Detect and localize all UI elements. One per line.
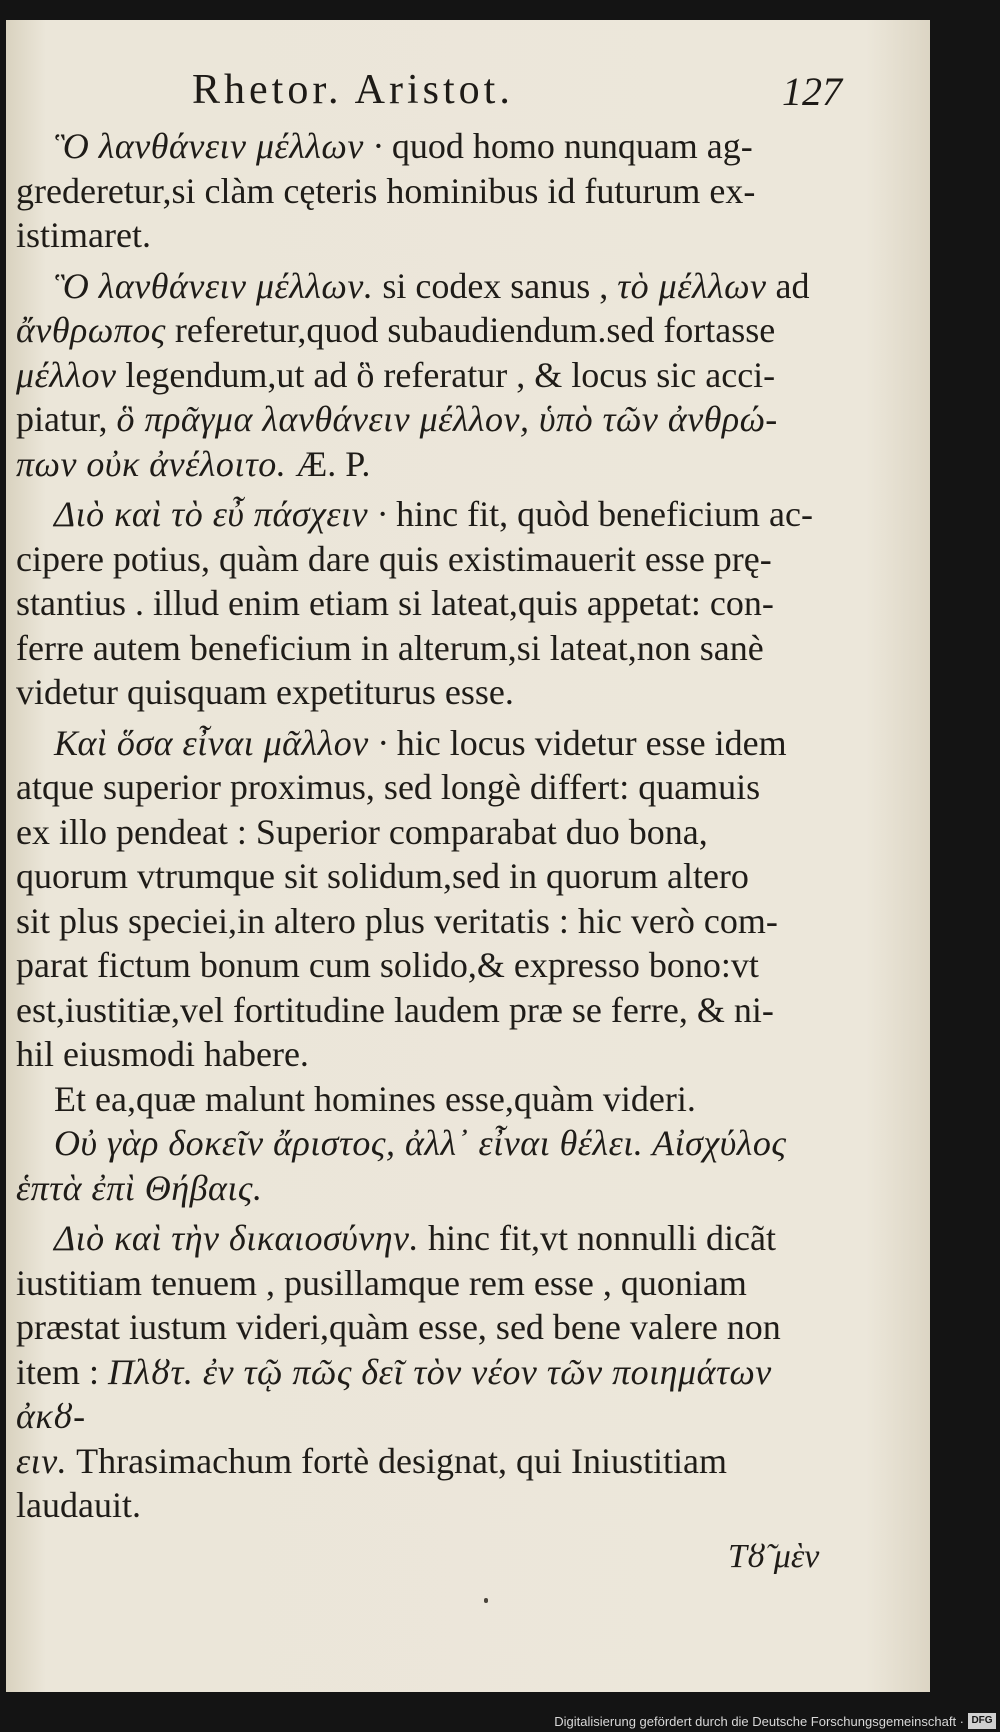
latin-text: piatur, — [16, 399, 117, 439]
latin-text: quod homo nunquam ag- — [382, 126, 753, 166]
latin-text: legendum,ut ad ὃ referatur , & locus sic acci- — [116, 354, 776, 395]
latin-text: istimaret. — [16, 215, 151, 255]
page-number: 127 — [782, 69, 842, 114]
latin-text: atque superior proximus, sed longè differt: quamuis — [16, 767, 761, 807]
text-line — [16, 353, 836, 398]
text-line — [16, 854, 836, 899]
text-line — [16, 1121, 836, 1166]
latin-text: est,iustitiæ,vel fortitudine laudem præ se ferre, & ni- — [16, 989, 774, 1030]
latin-text: Æ. P. — [286, 443, 371, 484]
latin-text: hic locus videtur esse idem — [387, 722, 787, 763]
greek-lemma: Καὶ ὅσα εἶναι μᾶλλον · — [54, 722, 388, 763]
funding-credit: Digitalisierung gefördert durch die Deutsche Forschungsgemeinschaft · — [554, 1714, 964, 1729]
greek-lemma: τὸ μέλλων — [617, 265, 767, 306]
latin-text: videtur quisquam expetiturus esse. — [16, 672, 514, 712]
running-head-title: Rhetor. Aristot. — [192, 67, 514, 113]
text-line — [16, 1305, 836, 1350]
text-line — [16, 581, 836, 626]
body-text — [16, 124, 836, 1528]
text-line — [16, 169, 836, 214]
latin-text: si codex sanus , — [373, 265, 618, 306]
latin-text: hinc fit,vt nonnulli dicãt — [419, 1218, 776, 1258]
greek-lemma: Διὸ καὶ τὸ εὖ πάσχειν · — [54, 494, 388, 534]
text-line — [16, 124, 836, 169]
text-line — [16, 943, 836, 988]
running-head — [6, 66, 930, 114]
greek-lemma: ἄνθρωπος — [16, 310, 166, 350]
greek-lemma: ὃ πρᾶγμα λανθάνειν μέλλον, ὑπὸ τῶν ἀνθρώ- — [116, 399, 778, 439]
text-line — [16, 1077, 836, 1122]
text-line — [16, 810, 836, 855]
text-line — [16, 442, 836, 487]
text-line — [16, 721, 836, 766]
book-page — [6, 20, 930, 1692]
latin-text: quorum vtrumque sit solidum,sed in quorum altero — [16, 856, 749, 896]
text-line — [16, 626, 836, 671]
latin-text: grederetur,si clàm cęteris hominibus id futurum ex- — [16, 170, 756, 211]
digitization-footer — [0, 1712, 1000, 1732]
latin-text: hinc fit, quòd beneficium ac- — [387, 494, 813, 534]
latin-text: item : — [16, 1351, 108, 1392]
text-line — [16, 492, 836, 537]
text-line — [16, 397, 836, 442]
latin-text: ex illo pendeat : Superior comparabat duo bona, — [16, 811, 708, 852]
latin-text: parat fictum bonum cum solido,& expresso bono:vt — [16, 945, 759, 985]
text-line — [16, 899, 836, 944]
latin-text: Thrasimachum fortè designat, qui Iniustitiam — [67, 1440, 728, 1481]
text-line — [16, 213, 836, 258]
greek-lemma: ειν. — [16, 1440, 68, 1481]
text-line — [16, 1350, 836, 1439]
greek-lemma: ἑπτὰ ἐπὶ Θήβαις. — [16, 1167, 263, 1208]
text-line — [16, 537, 836, 582]
text-line — [16, 264, 836, 309]
latin-text: ferre autem beneficium in alterum,si lateat,non sanè — [16, 627, 764, 668]
text-line — [16, 670, 836, 715]
greek-lemma: Ὃ λανθάνειν μέλλων. — [54, 265, 374, 306]
ink-speck — [484, 1598, 488, 1603]
text-line — [16, 765, 836, 810]
text-line — [16, 308, 836, 353]
latin-text: iustitiam tenuem , pusillamque rem esse , quoniam — [16, 1262, 747, 1303]
text-line — [16, 1216, 836, 1261]
text-line — [16, 988, 836, 1033]
text-line — [16, 1483, 836, 1528]
catchword: Τȣ̃ μὲν — [728, 1538, 820, 1575]
text-line — [16, 1032, 836, 1077]
greek-lemma: Οὐ γὰρ δοκεῖν ἄριστος, ἀλλ᾿ εἶναι θέλει. Αἰσχύλος — [54, 1123, 787, 1163]
greek-lemma: Διὸ καὶ τὴν δικαιοσύνην. — [54, 1218, 420, 1258]
text-line — [16, 1261, 836, 1306]
latin-text: stantius . illud enim etiam si lateat,quis appetat: con- — [16, 583, 774, 623]
latin-text: ad — [766, 265, 810, 306]
latin-text: sit plus speciei,in altero plus veritatis : hic verò com- — [16, 900, 778, 941]
text-line — [16, 1439, 836, 1484]
latin-text: Et ea,quæ malunt homines esse,quàm videri. — [54, 1078, 696, 1119]
latin-text: præstat iustum videri,quàm esse, sed bene valere non — [16, 1307, 781, 1347]
greek-lemma: Πλȣτ. ἐν τῷ πῶς δεῖ τὸν νέον τῶν ποιημάτων ἀκȣ- — [16, 1351, 772, 1436]
latin-text: referetur,quod subaudiendum.sed fortasse — [165, 310, 776, 350]
greek-lemma: μέλλον — [16, 354, 117, 395]
latin-text: hil eiusmodi habere. — [16, 1034, 309, 1074]
greek-lemma: πων οὐκ ἀνέλοιτο. — [16, 443, 287, 484]
text-line — [16, 1166, 836, 1211]
dfg-logo-icon: DFG — [968, 1713, 996, 1729]
latin-text: laudauit. — [16, 1485, 141, 1525]
greek-lemma: Ὃ λανθάνειν μέλλων · — [54, 126, 383, 166]
latin-text: cipere potius, quàm dare quis existimauerit esse prę- — [16, 538, 772, 579]
